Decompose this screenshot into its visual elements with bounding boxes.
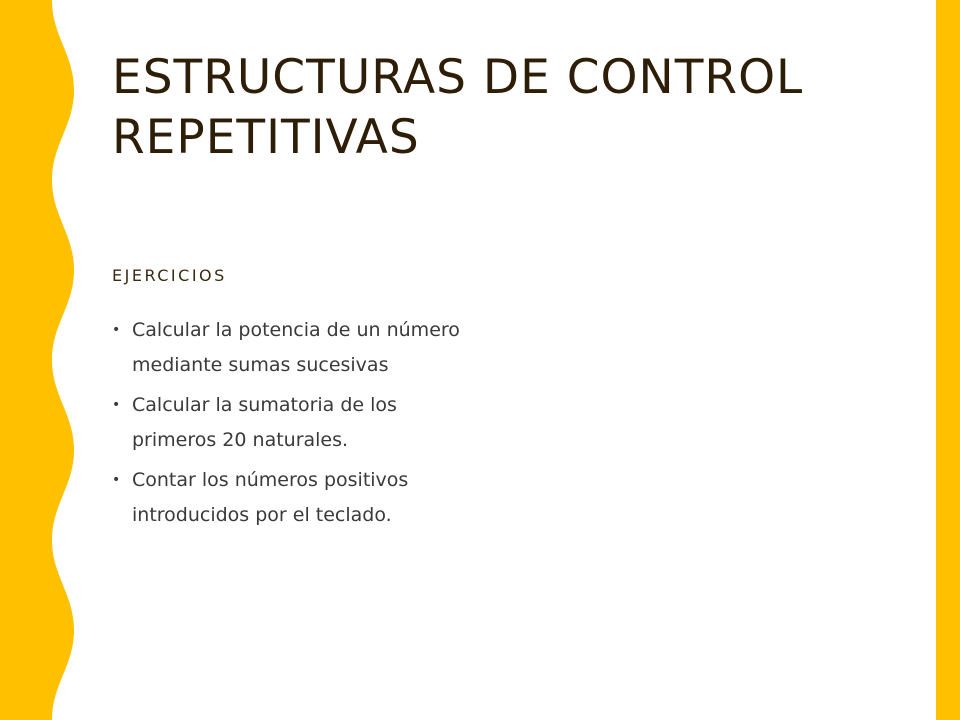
bullet-list	[112, 313, 472, 538]
list-item	[112, 388, 472, 458]
bullet-dot-icon: •	[112, 322, 121, 338]
slide-subtitle: EJERCICIOS	[112, 266, 227, 285]
right-accent-bar	[936, 0, 960, 720]
bullet-dot-icon: •	[112, 472, 121, 488]
list-item	[112, 463, 472, 533]
bullet-text: Contar los números positivos introducidos por el teclado.	[132, 469, 409, 526]
bullet-dot-icon: •	[112, 397, 121, 413]
bullet-text: Calcular la sumatoria de los primeros 20 naturales.	[132, 394, 397, 451]
left-wave-decoration	[0, 0, 80, 720]
bullet-text: Calcular la potencia de un número mediante sumas sucesivas	[132, 319, 460, 376]
slide-title: ESTRUCTURAS DE CONTROL REPETITIVAS	[112, 50, 804, 165]
wave-shape	[0, 0, 74, 720]
list-item	[112, 313, 472, 383]
